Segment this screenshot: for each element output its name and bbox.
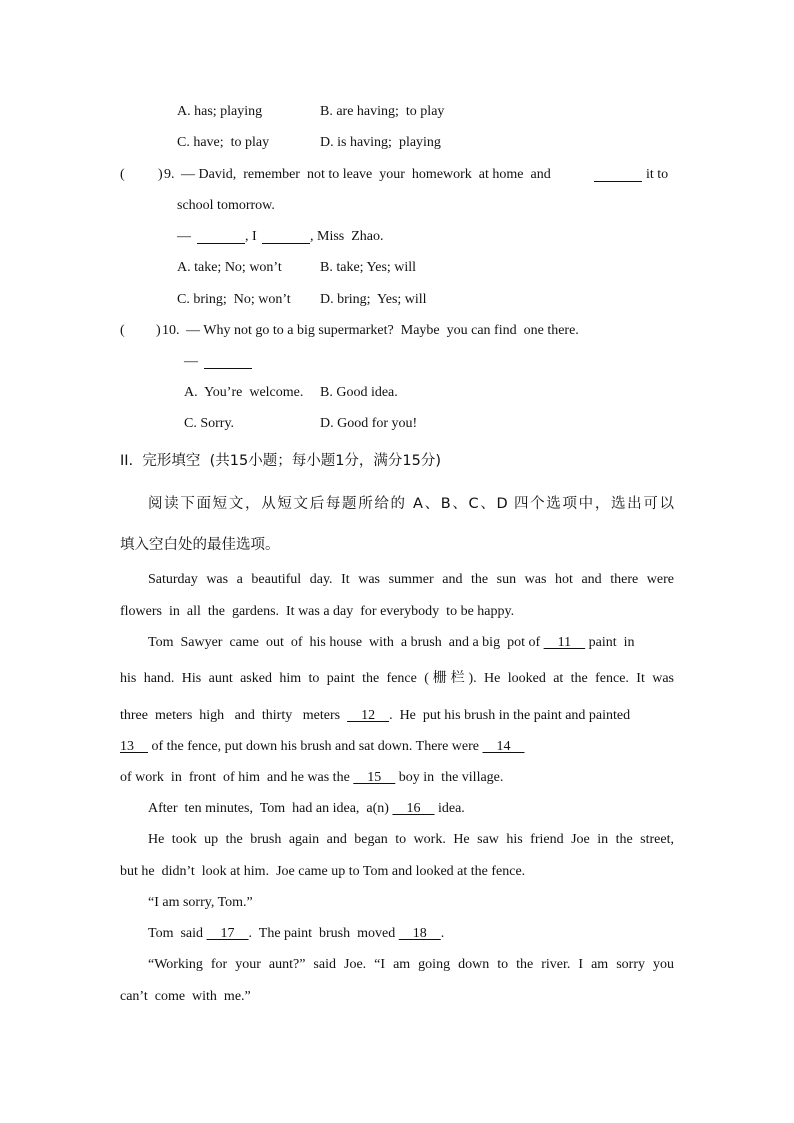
passage-p7-line-1: “Working for your aunt?” said Joe. “I am going down to the river. I am sorry you [148,957,674,972]
q9-stem-line-2: school tomorrow. [177,198,275,213]
q9-option-b: B. take; Yes; will [320,260,417,275]
q9-answer-paren-close: ) [158,167,163,182]
passage-p2-line-1-end: paint in [585,635,635,650]
section-2-instruction-line-1: 阅读下面短文，从短文后每题所给的 A、B、C、D 四个选项中，选出可以 [148,496,674,512]
blank-16: 16 [392,801,435,816]
q9-reply-part-b: , I [245,229,257,244]
q9-blank-2 [197,229,245,244]
q10-option-a: A. You’re welcome. [184,385,304,400]
q9-reply-dash: — [177,229,191,244]
q8-option-c: C. have; to play [177,135,270,150]
passage-p2-line-1-text: Tom Sawyer came out of his house with a brush and a big pot of [148,635,541,650]
q8-option-b: B. are having; to play [320,104,445,119]
q9-option-c: C. bring; No; won’t [177,292,291,307]
q9-stem-part-a: — David, remember not to leave your homework at home and [181,167,551,182]
passage-p2-line-4-text: of the fence, put down his brush and sat down. There were [148,739,483,754]
blank-14: 14 [482,739,525,754]
section-2-heading: II. 完形填空 (共15小题；每小题1分，满分15分) [120,453,442,469]
passage-p7-line-2: can’t come with me.” [120,989,251,1004]
q10-option-d: D. Good for you! [320,416,418,431]
passage-p2-line-3-text: three meters high and thirty meters [120,708,341,723]
passage-p3-text: After ten minutes, Tom had an idea, a(n) [148,801,393,816]
passage-p2-line-5 [120,769,503,787]
q9-option-d: D. bring; Yes; will [320,292,427,307]
q9-answer-paren-open: ( [120,167,125,182]
passage-p2-line-5-text: of work in front of him and he was the [120,770,354,785]
passage-p2-line-2: his hand. His aunt asked him to paint the fence (栅栏). He looked at the fence. It was [120,671,674,686]
q9-reply-part-c: , Miss Zhao. [310,229,384,244]
blank-12: 12 [347,708,390,723]
section-2-instruction-line-2: 填入空白处的最佳选项。 [120,537,280,553]
passage-p6-middle: . The paint brush moved [248,926,399,941]
q10-reply-dash: — [184,354,198,369]
q9-number: 9. [164,167,175,182]
passage-p1-line-1: Saturday was a beautiful day. It was summer and the sun was hot and there were [148,572,674,587]
q10-stem: — Why not go to a big supermarket? Maybe you can find one there. [186,323,579,338]
q10-blank [204,354,252,369]
blank-13: 13 [120,739,148,754]
passage-p3-end: idea. [434,801,465,816]
passage-p3 [148,800,465,818]
q9-option-a: A. take; No; won’t [177,260,282,275]
q9-blank-3 [262,229,310,244]
q9-stem-part-b: it to [646,167,669,182]
passage-p2-line-3 [120,707,630,725]
passage-p4-line-2: but he didn’t look at him. Joe came up to Tom and looked at the fence. [120,864,526,879]
q8-option-a: A. has; playing [177,104,263,119]
passage-p2-line-1 [148,634,635,652]
passage-p6 [148,925,444,943]
passage-p6-text: Tom said [148,926,207,941]
blank-15: 15 [353,770,396,785]
passage-p4-line-1: He took up the brush again and began to work. He saw his friend Joe in the street, [148,832,674,847]
q10-number: 10. [162,323,180,338]
blank-17: 17 [206,926,249,941]
q10-answer-paren-close: ) [156,323,161,338]
passage-p5: “I am sorry, Tom.” [148,895,253,910]
passage-p2-line-5-end: boy in the village. [395,770,504,785]
blank-11: 11 [543,635,586,650]
q8-option-d: D. is having; playing [320,135,441,150]
passage-p6-end: . [440,926,445,941]
q10-option-c: C. Sorry. [184,416,235,431]
q10-answer-paren-open: ( [120,323,125,338]
passage-p1-line-2: flowers in all the gardens. It was a day for everybody to be happy. [120,604,515,619]
passage-p2-line-3-end: . He put his brush in the paint and painted [389,708,631,723]
passage-p2-line-4 [120,738,524,756]
q9-blank-1 [594,167,642,182]
blank-18: 18 [398,926,441,941]
q10-option-b: B. Good idea. [320,385,398,400]
